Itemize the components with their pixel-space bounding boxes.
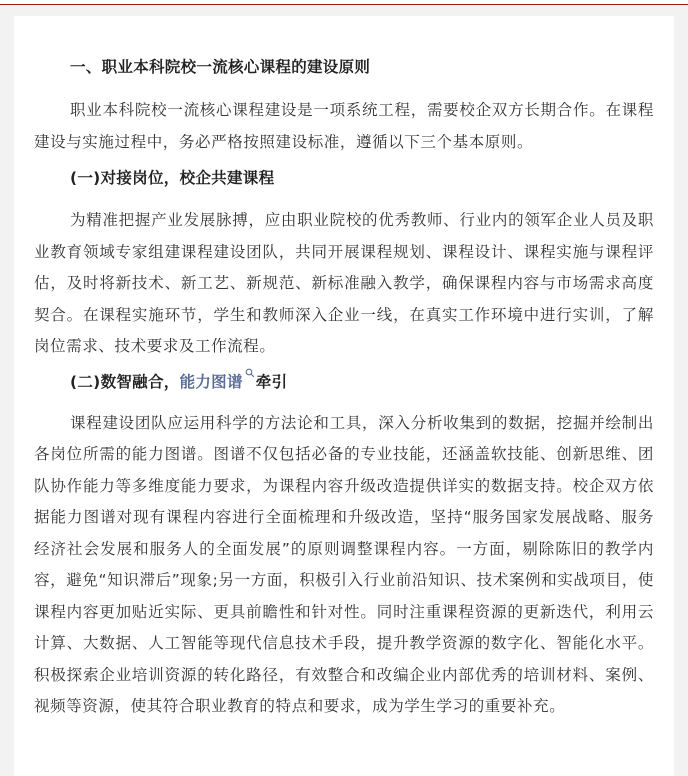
paragraph-intro: 职业本科院校一流核心课程建设是一项系统工程，需要校企双方长期合作。在课程建设与实施过程中，务必严格按照建设标准，遵循以下三个基本原则。	[34, 101, 654, 151]
article-card	[14, 16, 674, 776]
subheading-prefix: (二)数智融合，	[70, 372, 180, 391]
article-body	[34, 56, 654, 733]
paragraph-job-alignment: 为精准把握产业发展脉搏，应由职业院校的优秀教师、行业内的领军企业人员及职业教育领域专家组建课程建设团队，共同开展课程规划、课程设计、课程实施与课程评估，及时将新技术、新工艺、新规范、新标准融入教学，确保课程内容与市场需求高度契合。在课程实施环节，学生和教师深入企业一线，在真实工作环境中进行实训，了解岗位需求、技术要求及工作流程。	[34, 211, 654, 355]
subheading-suffix: 牵引	[255, 372, 288, 391]
ability-map-link[interactable]: 能力图谱	[179, 372, 243, 391]
search-icon	[245, 368, 255, 378]
top-accent-rule	[0, 0, 688, 5]
subheading-job-alignment: (一)对接岗位，校企共建课程	[70, 169, 275, 187]
subheading-digital-integration	[34, 371, 654, 393]
section-heading-principles: 一、职业本科院校一流核心课程的建设原则	[70, 58, 371, 76]
paragraph-digital-integration: 课程建设团队应运用科学的方法论和工具，深入分析收集到的数据，挖掘并绘制出各岗位所需的能力图谱。图谱不仅包括必备的专业技能，还涵盖软技能、创新思维、团队协作能力等多维度能力要求，为课程内容升级改造提供详实的数据支持。校企双方依据能力图谱对现有课程内容进行全面梳理和升级改造，坚持“服务国家发展战略、服务经济社会发展和服务人的全面发展”的原则调整课程内容。一方面，剔除陈旧的教学内容，避免“知识滞后”现象;另一方面，积极引入行业前沿知识、技术案例和实战项目，使课程内容更加贴近实际、更具前瞻性和针对性。同时注重课程资源的更新迭代，利用云计算、大数据、人工智能等现代信息技术手段，提升教学资源的数字化、智能化水平。积极探索企业培训资源的转化路径，有效整合和改编企业内部优秀的培训材料、案例、视频等资源，使其符合职业教育的特点和要求，成为学生学习的重要补充。	[34, 413, 654, 715]
